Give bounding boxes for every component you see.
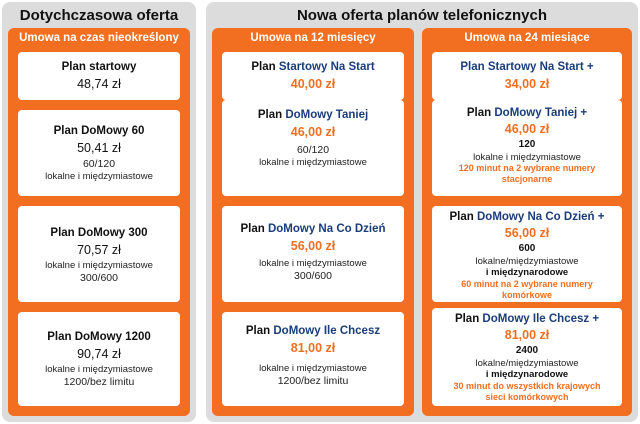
plan-minutes: 300/600: [80, 271, 118, 284]
plan-name: Plan DoMowy 300: [50, 227, 148, 239]
plan-minutes: 600: [518, 243, 536, 254]
plan-minutes: 60/120: [296, 144, 330, 156]
plan-card-startowy[interactable]: [18, 52, 180, 100]
new-offer-panel: [206, 2, 638, 422]
plan-name: Plan DoMowy Na Co Dzień: [240, 223, 386, 235]
contract-12-months-column: [212, 28, 414, 416]
plan-scope: lokalne i międzymiastowe: [259, 157, 367, 169]
plan-price: 56,00 zł: [290, 239, 336, 254]
plan-minutes: 120: [518, 139, 536, 150]
plan-card-startowy-na-start-plus[interactable]: [432, 52, 622, 100]
plan-scope: lokalne i międzymiastowe: [259, 363, 367, 374]
contract-24-months-header: Umowa na 24 miesiące: [464, 32, 590, 44]
plan-minutes: 300/600: [294, 269, 332, 282]
plan-minutes: 60/120: [82, 158, 116, 170]
plan-name: Plan DoMowy Taniej: [257, 109, 369, 121]
plan-price: 46,00 zł: [504, 122, 550, 137]
plan-scope: lokalne/międzymiastowe: [475, 255, 579, 267]
plan-name: Plan Startowy Na Start +: [460, 61, 594, 73]
plan-name: Plan DoMowy Ile Chcesz: [245, 325, 381, 337]
plan-scope: lokalne i międzymiastowe: [45, 364, 153, 375]
plan-card-domowy-taniej[interactable]: [222, 100, 404, 196]
plan-name: Plan DoMowy Ile Chcesz +: [454, 313, 600, 325]
plan-price: 50,41 zł: [77, 141, 121, 156]
plan-card-domowy-taniej-plus[interactable]: [432, 100, 622, 196]
plan-price: 56,00 zł: [504, 226, 550, 241]
plan-price: 34,00 zł: [504, 77, 550, 92]
plan-price: 40,00 zł: [290, 77, 336, 92]
plan-card-domowy-ile-chcesz[interactable]: [222, 312, 404, 406]
indefinite-contract-header: Umowa na czas nieokreślony: [19, 32, 179, 44]
plan-scope: lokalne/międzymiastowe: [475, 357, 579, 369]
plan-name: Plan DoMowy Na Co Dzień +: [449, 211, 605, 223]
plan-bonus: 30 minut do wszystkich krajowych sieci komórkowych: [453, 381, 601, 403]
plan-minutes: 2400: [515, 345, 539, 356]
plan-price: 70,57 zł: [77, 243, 121, 258]
plan-scope-intl: i międzynarodowe: [485, 369, 569, 381]
plan-scope: lokalne i międzymiastowe: [45, 171, 153, 183]
plan-name: Plan DoMowy Taniej +: [466, 107, 588, 119]
plan-scope: lokalne i międzymiastowe: [259, 258, 367, 269]
plan-name: Plan Startowy Na Start: [251, 61, 375, 73]
plan-minutes: 1200/bez limitu: [63, 375, 135, 388]
plan-minutes: 1200/bez limitu: [277, 374, 349, 387]
contract-12-months-header: Umowa na 12 miesięcy: [250, 32, 376, 44]
current-offer-title: Dotychczasowa oferta: [19, 7, 179, 24]
plan-price: 81,00 zł: [290, 341, 336, 356]
plan-name: Plan DoMowy 60: [53, 125, 145, 137]
new-offer-title: Nowa oferta planów telefonicznych: [296, 7, 548, 24]
plan-bonus: 120 minut na 2 wybrane numery stacjonarne: [458, 163, 596, 185]
plan-card-domowy-300[interactable]: [18, 206, 180, 302]
contract-24-months-column: [422, 28, 632, 416]
plan-card-startowy-na-start[interactable]: [222, 52, 404, 100]
plan-scope: lokalne i międzymiastowe: [473, 151, 581, 163]
plan-price: 46,00 zł: [290, 125, 336, 140]
plan-price: 48,74 zł: [77, 77, 121, 92]
indefinite-contract-column: [8, 28, 190, 416]
plan-bonus: 60 minut na 2 wybrane numery komórkowe: [461, 279, 593, 301]
plan-card-domowy-60[interactable]: [18, 110, 180, 196]
plan-card-domowy-ile-chcesz-plus[interactable]: [432, 308, 622, 406]
plan-scope-intl: i międzynarodowe: [485, 267, 569, 279]
plan-card-domowy-na-co-dzien-plus[interactable]: [432, 206, 622, 302]
plan-card-domowy-na-co-dzien[interactable]: [222, 206, 404, 302]
plan-scope: lokalne i międzymiastowe: [45, 260, 153, 271]
plan-name: Plan DoMowy 1200: [47, 331, 151, 343]
plan-name: Plan startowy: [61, 61, 137, 73]
plan-price: 90,74 zł: [77, 347, 121, 362]
plan-price: 81,00 zł: [504, 328, 550, 343]
plan-card-domowy-1200[interactable]: [18, 312, 180, 406]
current-offer-panel: [2, 2, 196, 422]
